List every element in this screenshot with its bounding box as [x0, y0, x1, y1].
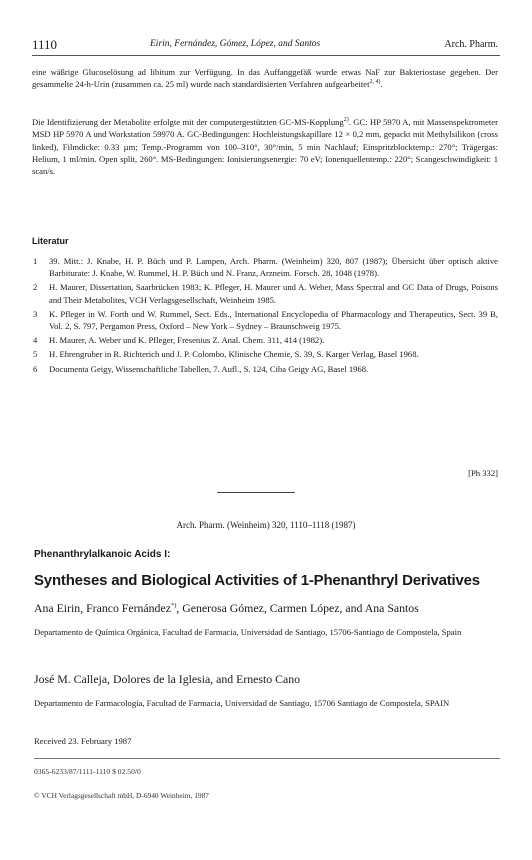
footer-rule	[34, 758, 500, 759]
reference-text: H. Maurer, A. Weber und K. Pfleger, Fresenius Z. Anal. Chem. 311, 414 (1982).	[49, 335, 325, 346]
section-divider	[217, 492, 295, 493]
journal-page	[32, 0, 500, 860]
reference-item	[32, 255, 498, 279]
authors-part-a: Ana Eirin, Franco Fernández	[34, 601, 171, 615]
methods-paragraph-1: eine wäßrige Glucoselösung ad libitum zur Verfügung. In das Auffanggefäß wurde etwas NaF zur Bakteriostase gegeben. Der gesammelte 24-h-Urin (zusammen ca. 25 ml) wurde nach standardisierten Verfahren aufgearbeitet$^{2, 4)}$.	[32, 67, 498, 90]
received-date: Received 23. February 1987	[34, 736, 132, 746]
methods-text-2a: Die Identifizierung der Metabolite erfolgte mit der computergestützten GC-MS-Kopplung	[32, 117, 344, 127]
literature-heading: Literatur	[32, 236, 69, 246]
reference-list	[32, 255, 498, 377]
running-journal: Arch. Pharm.	[444, 39, 498, 50]
copyright-notice: © VCH Verlagsgesellschaft mbH, D-6940 Weinheim, 1987	[34, 791, 209, 800]
methods-footnote-1: 2, 4)	[369, 79, 381, 86]
reference-text: K. Pfleger in W. Forth und W. Rummel, Sect. Eds., International Encyclopedia of Pharmacology and Therapeutics, Sect. 39 B, Vol. 2, S. 797, Pergamon Press, Oxford – New York – Sydney – Braunschweig 1975.	[49, 308, 498, 332]
reference-item	[32, 348, 498, 360]
methods-text-1: eine wäßrige Glucoselösung ad libitum zur Verfügung. In das Auffanggefäß wurde etwas NaF zur Bakteriostase gegeben. Der gesammelte 24-h-Urin (zusammen ca. 25 ml) wurde nach standardisierten Verfahren aufgearbeitet	[32, 67, 498, 90]
reference-number: 2	[33, 282, 38, 293]
reference-text: H. Ehrengruber in R. Richterich und J. P. Colombo, Klinische Chemie, S. 39, S. Karger Verlag, Basel 1968.	[49, 349, 419, 360]
reference-item	[32, 334, 498, 346]
article-citation: Arch. Pharm. (Weinheim) 320, 1110–1118 (1987)	[176, 520, 356, 530]
reference-item	[32, 281, 498, 305]
reference-text: 39. Mitt.: J. Knabe, H. P. Büch und P. Lampen, Arch. Pharm. (Weinheim) 320, 807 (1987); Übersicht über optisch aktive Barbiturate: J. Knabe, W. Rummel, H. P. Büch und N. Franz, Arzneim. Forsch. 28, 1048 (1978).	[49, 256, 498, 279]
methods-footnote-2: 2)	[343, 117, 349, 124]
reference-item	[32, 308, 498, 332]
reference-number: 5	[33, 349, 38, 360]
article-title: Syntheses and Biological Activities of 1-Phenanthryl Derivatives	[34, 572, 480, 589]
author-list-1	[34, 601, 419, 616]
running-header	[32, 39, 500, 53]
reference-text: Documenta Geigy, Wissenschaftliche Tabellen, 7. Aufl., S. 124, Ciba Geigy AG, Basel 1968.	[49, 363, 369, 374]
publisher-code: 0365-6233/87/1111-1110 $ 02.50/0	[34, 767, 141, 776]
reference-item	[32, 363, 498, 375]
reference-number: 1	[33, 256, 38, 266]
corresponding-author-mark: *)	[170, 602, 177, 610]
page-number: 1110	[32, 37, 58, 52]
authors-part-b: , Generosa Gómez, Carmen López, and Ana Santos	[176, 601, 419, 615]
methods-text-2b: . GC: HP 5970 A, mit Massenspektrometer MSD HP 5970 A und Workstation 59970 A. GC-Bedingungen: Hochleistungskapillare 12 × 0,2 mm, gepackt mit Methylsilikon (cross linked), Filmdicke: 0.33 µm; Temp.-Programm von 100–310°, 30°/min, 5 min Nachlauf; Einspritzblocktemp.: 270°; Trägergas: Helium, 1 ml/min. Open split, 260°. MS-Bedingungen: Ionisierungsenergie: 70 eV; Ionenquellentemp.: 220°; Scangeschwindigkeit: 1 scan/s.	[32, 117, 498, 177]
reference-text: H. Maurer, Dissertation, Saarbrücken 1983; K. Pfleger, H. Maurer und A. Weber, Mass Spectral and GC Data of Drugs, Poisons and Their Metabolites, VCH Verlagsgesellschaft, Weinheim 1985.	[49, 282, 498, 305]
series-title: Phenanthrylalkanoic Acids I:	[34, 549, 171, 560]
reference-number: 3	[33, 308, 38, 319]
author-list-2: José M. Calleja, Dolores de la Iglesia, and Ernesto Cano	[34, 672, 301, 686]
reference-number: 4	[33, 335, 38, 346]
header-rule	[32, 55, 500, 56]
affiliation-1: Departamento de Química Orgánica, Facultad de Farmacia, Universidad de Santiago, 15706-Santiago de Compostela, Spain	[34, 627, 462, 637]
affiliation-2: Departamento de Farmacología, Facultad de Farmacia, Universidad de Santiago, 15706 Santiago de Compostela, SPAIN	[34, 698, 450, 708]
methods-paragraph-2	[32, 116, 498, 177]
running-authors: Eirin, Fernández, Gómez, López, and Santos	[150, 39, 321, 49]
manuscript-tag: [Ph 332]	[468, 468, 498, 478]
reference-number: 6	[33, 363, 38, 374]
